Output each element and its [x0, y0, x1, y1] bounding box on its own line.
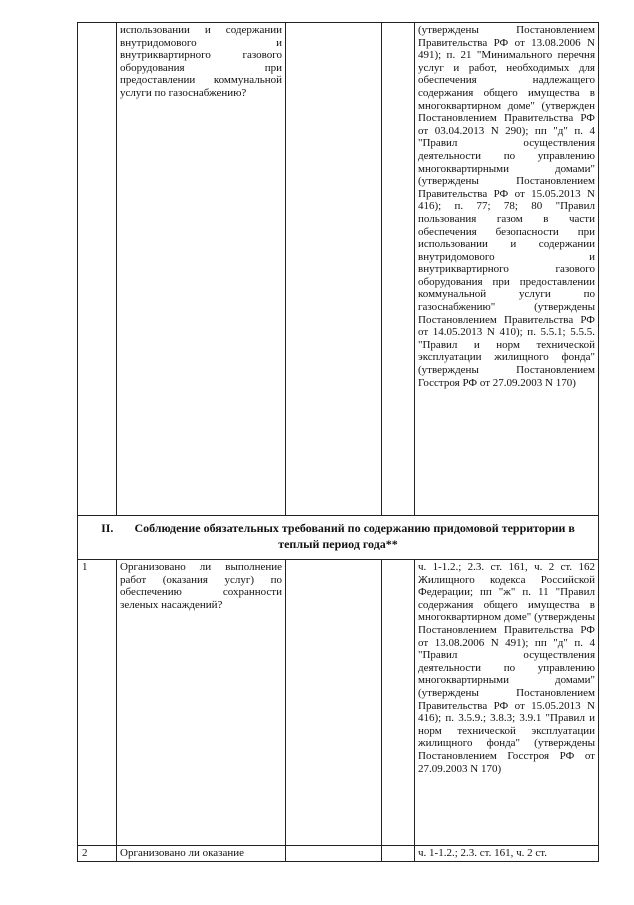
- table-row: [78, 560, 599, 846]
- row-number: 2: [78, 846, 117, 862]
- answer-cell-blank: [382, 560, 415, 846]
- table-row: [78, 846, 599, 862]
- answer-cell-blank: [382, 23, 415, 516]
- section-number: II.: [101, 521, 114, 535]
- answer-cell-blank: [286, 560, 382, 846]
- row-number: [78, 23, 117, 516]
- requirements-table: [77, 22, 599, 862]
- answer-cell-blank: [286, 23, 382, 516]
- row-number: 1: [78, 560, 117, 846]
- section-title-text: Соблюдение обязательных требований по содержанию придомовой территории в теплый период года**: [134, 521, 575, 551]
- table-row: [78, 23, 599, 516]
- answer-cell-blank: [382, 846, 415, 862]
- legal-reference-cell: ч. 1-1.2.; 2.3. ст. 161, ч. 2 ст.: [415, 846, 599, 862]
- answer-cell-blank: [286, 846, 382, 862]
- legal-reference-cell: ч. 1-1.2.; 2.3. ст. 161, ч. 2 ст. 162 Жилищного кодекса Российской Федерации; пп "ж" п. 11 "Правил содержания общего имущества в многоквартирном доме" (утверждены Постановлением Правительства РФ от 13.08.2006 N 491); пп "д" п. 4 "Правил осуществления деятельности по управлению многоквартирными домами" (утверждены Постановлением Правительства РФ от 15.05.2013 N 416); п. 3.5.9.; 3.8.3; 3.9.1 "Правил и норм технической эксплуатации жилищного фонда" (утверждены Постановлением Госстроя РФ от 27.09.2003 N 170): [415, 560, 599, 846]
- question-cell: использовании и содержании внутридомового и внутриквартирного газового оборудования при предоставлении коммунальной услуги по газоснабжению?: [117, 23, 286, 516]
- question-cell: Организовано ли оказание: [117, 846, 286, 862]
- question-cell: Организовано ли выполнение работ (оказания услуг) по обеспечению сохранности зеленых насаждений?: [117, 560, 286, 846]
- legal-reference-cell: (утверждены Постановлением Правительства РФ от 13.08.2006 N 491); п. 21 "Минимального перечня услуг и работ, необходимых для обеспечения надлежащего содержания общего имущества в многоквартирном доме" (утвержден Постановлением Правительства РФ от 03.04.2013 N 290); пп "д" п. 4 "Правил осуществления деятельности по управлению многоквартирными домами" (утверждены Постановлением Правительства РФ от 15.05.2013 N 416); п. 77; 78; 80 "Правил пользования газом в части обеспечения безопасности при использовании и содержании внутридомового и внутриквартирного газового оборудования при предоставлении коммунальной услуги по газоснабжению" (утверждены Постановлением Правительства РФ от 14.05.2013 N 410); п. 5.5.1; 5.5.5. "Правил и норм технической эксплуатации жилищного фонда" (утверждены Постановлением Госстроя РФ от 27.09.2003 N 170): [415, 23, 599, 516]
- section-title: [78, 516, 599, 560]
- section-header-row: [78, 516, 599, 560]
